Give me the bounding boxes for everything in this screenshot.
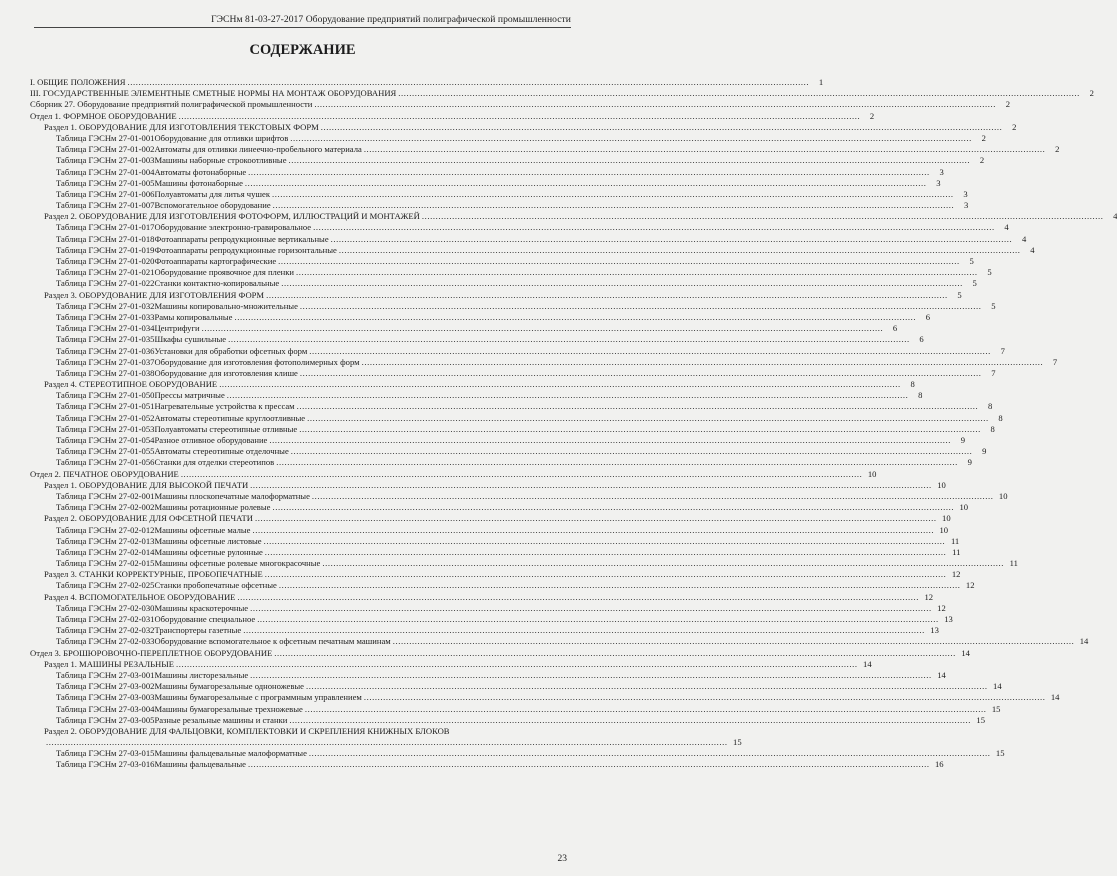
- toc-entry: [30, 658, 872, 670]
- toc-page-number: 3: [936, 177, 941, 188]
- toc-entry-title: Машины бумагорезальные одноножевые: [154, 681, 304, 692]
- toc-entry-title: Автоматы стереотипные круглоотливные: [154, 412, 306, 423]
- toc-entry: [30, 524, 949, 536]
- toc-entry: [30, 244, 1035, 256]
- dot-leader: [290, 133, 972, 144]
- toc-page-number: 15: [976, 714, 985, 725]
- toc-page-number: 11: [1009, 558, 1018, 569]
- dot-leader: [300, 368, 982, 379]
- dot-leader: [264, 536, 946, 547]
- toc-table-code: Таблица ГЭСНм 27-01-056: [56, 457, 155, 468]
- dot-leader: [296, 267, 978, 278]
- toc-page-number: 8: [910, 379, 915, 390]
- toc-page-number: 9: [967, 457, 972, 468]
- toc-entry-title: Машины офсетные ролевые многокрасочные: [154, 558, 321, 569]
- toc-page-number: 13: [944, 614, 953, 624]
- toc-table-code: Таблица ГЭСНм 27-01-018: [56, 233, 155, 244]
- toc-entry-title: Оборудование вспомогательное к офсетным печатным машинам: [154, 636, 391, 647]
- toc-page-number: 16: [934, 759, 944, 770]
- toc-table-code: Таблица ГЭСНм 27-01-022: [56, 278, 155, 289]
- toc-table-code: Таблица ГЭСНм 27-01-004: [56, 166, 155, 177]
- toc-entry: [30, 423, 995, 435]
- toc-entry-title: Фотоаппараты репродукционные вертикальные: [154, 233, 329, 244]
- dot-leader: [309, 748, 991, 759]
- toc-entry: [30, 435, 965, 446]
- dot-leader: [202, 323, 884, 334]
- dot-leader: [398, 88, 1080, 99]
- dot-leader: [181, 469, 863, 480]
- toc-page-number: 8: [987, 401, 993, 412]
- toc-table-code: Таблица ГЭСНм 27-02-025: [56, 580, 155, 591]
- toc-table-code: Таблица ГЭСНм 27-03-015: [56, 748, 155, 759]
- toc-page-number: 1: [818, 77, 824, 87]
- toc-entry-title: Раздел 3. ОБОРУДОВАНИЕ ДЛЯ ИЗГОТОВЛЕНИЯ ФОРМ: [44, 289, 265, 300]
- toc-page-number: 14: [863, 658, 872, 669]
- toc-entry-title: Фотоаппараты картографические: [154, 256, 277, 266]
- toc-table-code: Таблица ГЭСНм 27-01-007: [56, 200, 155, 211]
- toc-table-code: Таблица ГЭСНм 27-03-003: [56, 692, 155, 703]
- toc-entry: [30, 345, 1005, 357]
- dot-leader: [276, 457, 958, 468]
- toc-entry-title: Машины бумагорезальные трехножевые: [154, 703, 303, 714]
- toc-page-number: 15: [991, 703, 1001, 714]
- toc-entry-title: Отдел 1. ФОРМНОЕ ОБОРУДОВАНИЕ: [30, 110, 177, 121]
- toc-entry: [30, 188, 968, 200]
- toc-table-code: Таблица ГЭСНм 27-02-030: [56, 602, 155, 613]
- toc-entry-title: Фотоаппараты репродукционные горизонтальные: [154, 244, 337, 255]
- toc-page-number: 14: [1050, 692, 1060, 703]
- toc-table-code: Таблица ГЭСНм 27-01-051: [56, 401, 155, 412]
- toc-table-code: Таблица ГЭСНм 27-02-001: [56, 490, 155, 501]
- toc-entry: [30, 457, 972, 468]
- dot-leader: [255, 513, 937, 524]
- dot-leader: [312, 491, 994, 502]
- toc-entry-title: Оборудование для отливки шрифтов: [154, 132, 289, 143]
- toc-entry-title: Станки контактно-копировальные: [154, 278, 280, 289]
- page-title: СОДЕРЖАНИЕ: [249, 42, 356, 58]
- toc-page-number: 5: [972, 278, 977, 289]
- dot-leader: [281, 278, 963, 289]
- toc-entry: [30, 714, 985, 726]
- dot-leader: [362, 357, 1044, 368]
- toc-page-number: 10: [939, 524, 949, 535]
- toc-page-number: 15: [733, 737, 742, 748]
- toc-table-code: Таблица ГЭСНм 27-01-037: [56, 356, 155, 367]
- dot-leader: [248, 759, 930, 770]
- toc-page-number: 10: [998, 490, 1008, 501]
- toc-entry-title: Центрифуги: [154, 323, 200, 334]
- toc-page-number: 3: [963, 188, 968, 199]
- dot-leader: [422, 211, 1104, 222]
- dot-leader: [309, 346, 991, 357]
- toc-entry-title: Раздел 4. СТЕРЕОТИПНОЕ ОБОРУДОВАНИЕ: [44, 379, 218, 390]
- toc-page-number: 2: [979, 155, 985, 166]
- toc-page-number: 10: [942, 513, 951, 524]
- dot-leader: [46, 737, 728, 748]
- toc-entry: [30, 479, 946, 491]
- toc-entry: [30, 289, 962, 301]
- toc-table-code: Таблица ГЭСНм 27-01-054: [56, 435, 155, 445]
- dot-leader: [291, 446, 973, 457]
- toc-table-code: Таблица ГЭСНм 27-02-012: [56, 524, 155, 535]
- toc-entry: [30, 166, 944, 178]
- toc-page-number: 9: [982, 446, 987, 457]
- toc-table-code: Таблица ГЭСНм 27-01-021: [56, 267, 155, 278]
- dot-leader: [228, 334, 910, 345]
- toc-entry-title: Раздел 2. ОБОРУДОВАНИЕ ДЛЯ ОФСЕТНОЙ ПЕЧАТИ: [44, 513, 254, 524]
- toc-table-code: Таблица ГЭСНм 27-02-032: [56, 625, 155, 636]
- toc-table-code: Таблица ГЭСНм 27-03-001: [56, 669, 155, 680]
- toc-entry: [30, 256, 974, 267]
- dot-leader: [331, 234, 1013, 245]
- toc-entry-title: Оборудование для изготовления клише: [154, 367, 298, 378]
- dot-leader: [364, 692, 1046, 703]
- toc-table-code: Таблица ГЭСНм 27-03-004: [56, 703, 155, 714]
- toc-page-number: 3: [939, 166, 944, 177]
- toc-table-code: Таблица ГЭСНм 27-01-006: [56, 188, 155, 199]
- toc-page-number: 3: [963, 200, 969, 211]
- toc-entry: [30, 569, 961, 580]
- dot-leader: [250, 603, 932, 614]
- toc-entry: [30, 222, 1009, 233]
- toc-entry-title: III. ГОСУДАРСТВЕННЫЕ ЭЛЕМЕНТНЫЕ СМЕТНЫЕ НОРМЫ НА МОНТАЖ ОБОРУДОВАНИЯ: [30, 88, 397, 99]
- toc-entry: [30, 211, 1117, 222]
- toc-page-number: 2: [1055, 144, 1060, 155]
- toc-entry-title: Оборудование проявочное для пленки: [154, 267, 295, 278]
- toc-page-number: 4: [1021, 233, 1027, 244]
- toc-table-code: Таблица ГЭСНм 27-01-034: [56, 323, 155, 334]
- toc-table-code: Таблица ГЭСНм 27-01-005: [56, 177, 155, 188]
- toc-entry-title: Транспортеры газетные: [154, 625, 242, 636]
- toc-page-number: 2: [981, 132, 986, 143]
- toc-entry-title: Машины краскотерочные: [154, 602, 249, 613]
- toc-page-number: 5: [991, 300, 996, 311]
- toc-entry: [30, 311, 931, 323]
- toc-entry: [30, 367, 996, 379]
- toc-page-number: 4: [1004, 222, 1009, 233]
- toc-entry-title: Машины ротационные ролевые: [154, 502, 271, 513]
- toc-entry-title: Машины наборные строкоотливные: [154, 155, 287, 166]
- toc-page-number: 14: [937, 669, 946, 680]
- toc-entry: [30, 737, 742, 748]
- toc-page-number: 14: [961, 647, 970, 658]
- toc-page-number: 9: [960, 435, 965, 445]
- toc-table-code: Таблица ГЭСНм 27-02-014: [56, 546, 155, 557]
- toc-page-number: 2: [1005, 99, 1011, 110]
- dot-leader: [321, 122, 1003, 133]
- toc-page-number: 12: [965, 580, 975, 591]
- toc-page-number: 5: [969, 256, 974, 266]
- toc-page-number: 10: [937, 479, 946, 490]
- toc-entry-title: Машины фальцевальные: [154, 759, 246, 770]
- toc-entry-title: Сборник 27. Оборудование предприятий полиграфической промышленности: [30, 99, 313, 110]
- toc-entry-title: Раздел 1. ОБОРУДОВАНИЕ ДЛЯ ИЗГОТОВЛЕНИЯ ТЕКСТОВЫХ ФОРМ: [44, 121, 319, 132]
- toc-page-number: 7: [991, 367, 996, 378]
- dot-leader: [265, 547, 947, 558]
- toc-entry: [30, 502, 969, 513]
- dot-leader: [248, 167, 930, 178]
- toc-entry: [30, 412, 1003, 424]
- toc-table-code: Таблица ГЭСНм 27-02-015: [56, 558, 155, 569]
- toc-page-number: 12: [924, 591, 934, 602]
- toc-page-number: 5: [987, 267, 992, 278]
- toc-entry: [30, 490, 1008, 502]
- toc-table-code: Таблица ГЭСНм 27-01-017: [56, 222, 155, 233]
- toc-entry: [30, 446, 987, 457]
- toc-table-code: Таблица ГЭСНм 27-02-013: [56, 535, 155, 546]
- toc-entry: [30, 558, 1018, 569]
- dot-leader: [252, 525, 934, 536]
- toc-page-number: 8: [998, 412, 1003, 423]
- dot-leader: [300, 301, 982, 312]
- dot-leader: [127, 77, 809, 88]
- toc-entry: [30, 356, 1058, 368]
- toc-entry-title: Машины фотонаборные: [154, 177, 243, 188]
- toc-table-code: Таблица ГЭСНм 27-01-055: [56, 446, 155, 457]
- toc-entry-title: Раздел 2. ОБОРУДОВАНИЕ ДЛЯ ФАЛЬЦОВКИ, КОМПЛЕКТОВКИ И СКРЕПЛЕНИЯ КНИЖНЫХ БЛОКОВ: [44, 725, 450, 736]
- toc-entry: [30, 300, 996, 312]
- dot-leader: [227, 390, 909, 401]
- toc-entry: [30, 703, 1001, 715]
- toc-table-code: Таблица ГЭСНм 27-01-032: [56, 300, 155, 311]
- toc-entry-title: Станки пробопечатные офсетные: [154, 580, 277, 591]
- toc-page-number: 7: [1052, 356, 1058, 367]
- toc-entry: [30, 692, 1060, 703]
- toc-entry-title: I. ОБЩИЕ ПОЛОЖЕНИЯ: [30, 77, 126, 87]
- dot-leader: [306, 681, 988, 692]
- toc-entry: [30, 99, 1011, 110]
- toc-entry-title: Машины офсетные рулонные: [154, 546, 263, 557]
- dot-leader: [339, 245, 1021, 256]
- dot-leader: [234, 312, 916, 323]
- toc-entry-title: Установки для обработки офсетных форм: [154, 345, 308, 356]
- toc-entry-title: Шкафы сушильные: [154, 334, 227, 345]
- toc-entry: [30, 401, 993, 412]
- toc-page-number: 13: [930, 625, 939, 636]
- dot-leader: [245, 178, 927, 189]
- toc-entry: [30, 77, 824, 88]
- toc-entry: [30, 144, 1060, 155]
- toc-entry: [30, 748, 1005, 759]
- toc-entry: [30, 614, 953, 625]
- dot-leader: [314, 99, 996, 110]
- toc-page-number: 5: [957, 289, 962, 300]
- toc-entry-title: Станки для отделки стереотипов: [154, 457, 275, 468]
- toc-entry-title: Полуавтоматы стереотипные отливные: [154, 423, 298, 434]
- toc-entry: [30, 267, 992, 278]
- dot-leader: [278, 256, 960, 267]
- toc-table-code: Таблица ГЭСНм 27-01-038: [56, 367, 155, 378]
- toc-entry: [30, 468, 877, 480]
- toc-entry: [30, 647, 970, 659]
- toc-page-number: 2: [869, 110, 875, 121]
- toc-entry: [30, 155, 985, 166]
- dot-leader: [305, 704, 987, 715]
- toc-page-number: 6: [919, 334, 924, 345]
- toc-table-code: Таблица ГЭСНм 27-03-005: [56, 714, 155, 725]
- dot-leader: [322, 558, 1004, 569]
- dot-leader: [274, 648, 956, 659]
- toc-entry: [30, 759, 944, 770]
- toc-page-number: 14: [993, 681, 1002, 692]
- dot-leader: [179, 111, 861, 122]
- dot-leader: [250, 480, 932, 491]
- toc-table-code: Таблица ГЭСНм 27-01-035: [56, 334, 155, 345]
- dot-leader: [279, 580, 961, 591]
- dot-leader: [313, 222, 995, 233]
- toc-entry-title: Разное отливное оборудование: [154, 435, 268, 445]
- toc-entry-title: Оборудование специальное: [154, 614, 256, 624]
- toc-entry: [30, 110, 875, 122]
- toc-entry: [30, 121, 1017, 133]
- toc-entry-title: Машины плоскопечатные малоформатные: [154, 490, 310, 501]
- toc-page-number: 11: [950, 535, 960, 546]
- toc-entry: [30, 602, 946, 614]
- toc-page-number: 7: [1000, 345, 1005, 356]
- dot-leader: [265, 569, 947, 580]
- toc-table-code: Таблица ГЭСНм 27-01-002: [56, 144, 155, 155]
- toc-page-number: 4: [1113, 211, 1117, 222]
- toc-entry: [30, 591, 934, 603]
- dot-leader: [289, 715, 971, 726]
- toc-entry-title: Отдел 2. ПЕЧАТНОЕ ОБОРУДОВАНИЕ: [30, 468, 179, 479]
- toc-entry-title: Полуавтоматы для литья чушек: [154, 188, 271, 199]
- toc-page-number: 15: [995, 748, 1005, 759]
- toc-entry: [30, 513, 951, 524]
- toc-entry-title: Машины офсетные листовые: [154, 535, 262, 546]
- toc-entry: [30, 625, 939, 636]
- toc-entry-title: Нагревательные устройства к прессам: [154, 401, 295, 412]
- toc-page-number: 12: [937, 602, 946, 613]
- toc-entry-title: Автоматы стереотипные отделочные: [154, 446, 289, 457]
- dot-leader: [237, 592, 919, 603]
- toc-entry-title: Раздел 4. ВСПОМОГАТЕЛЬНОЕ ОБОРУДОВАНИЕ: [44, 591, 236, 602]
- dot-leader: [393, 636, 1075, 647]
- toc-table-code: Таблица ГЭСНм 27-01-033: [56, 311, 155, 322]
- dot-leader: [269, 435, 951, 446]
- toc-page-number: 6: [892, 323, 898, 334]
- toc-table-code: Таблица ГЭСНм 27-02-033: [56, 636, 155, 647]
- dot-leader: [176, 659, 858, 670]
- toc-entry-title: Раздел 1. ОБОРУДОВАНИЕ ДЛЯ ВЫСОКОЙ ПЕЧАТИ: [44, 479, 249, 490]
- toc-entry-title: Отдел 3. БРОШЮРОВОЧНО-ПЕРЕПЛЕТНОЕ ОБОРУДОВАНИЕ: [30, 647, 273, 658]
- toc-entry-title: Машины офсетные малые: [154, 524, 251, 535]
- toc-entry: [30, 379, 915, 390]
- toc-page-number: 11: [952, 546, 961, 557]
- toc-entry: [30, 88, 1094, 99]
- dot-leader: [289, 155, 971, 166]
- toc-entry-title: Оборудование для изготовления фотополимерных форм: [154, 356, 360, 367]
- dot-leader: [273, 200, 955, 211]
- toc-entry-title: Вспомогательное оборудование: [154, 200, 271, 211]
- toc-page-number: 10: [867, 468, 877, 479]
- toc-entry-title: Машины копировально-множительные: [154, 300, 298, 311]
- toc-entry: [30, 177, 941, 189]
- toc-entry: [30, 726, 571, 737]
- toc-page-number: 2: [1089, 88, 1094, 99]
- toc-entry: [30, 132, 986, 144]
- toc-entry: [30, 546, 961, 558]
- toc-table-code: Таблица ГЭСНм 27-02-002: [56, 502, 155, 513]
- toc-entry-title: Автоматы для отливки линеечно-пробельного материала: [154, 144, 362, 155]
- dot-leader: [299, 424, 981, 435]
- toc-entry-title: Раздел 2. ОБОРУДОВАНИЕ ДЛЯ ИЗГОТОВЛЕНИЯ ФОТОФОРМ, ИЛЛЮСТРАЦИЙ И МОНТАЖЕЙ: [44, 211, 420, 222]
- toc-table-code: Таблица ГЭСНм 27-01-052: [56, 412, 155, 423]
- toc-entry: [30, 669, 946, 681]
- page-number: 23: [557, 854, 567, 864]
- dot-leader: [272, 189, 954, 200]
- toc-entry: [30, 233, 1027, 245]
- toc-table-code: Таблица ГЭСНм 27-03-002: [56, 681, 155, 692]
- toc-entry-title: Автоматы фотонаборные: [154, 166, 247, 177]
- toc-entry-title: Машины фальцевальные малоформатные: [154, 748, 307, 759]
- toc-page-number: 2: [1012, 121, 1017, 132]
- toc-page-number: 6: [925, 311, 931, 322]
- toc-entry: [30, 681, 1002, 692]
- toc-table-code: Таблица ГЭСНм 27-01-050: [56, 390, 155, 401]
- toc-page-number: 12: [951, 569, 961, 580]
- toc-page-number: 14: [1079, 636, 1089, 647]
- dot-leader: [364, 144, 1046, 155]
- dot-leader: [219, 379, 901, 390]
- toc-entry-title: Раздел 3. СТАНКИ КОРРЕКТУРНЫЕ, ПРОБОПЕЧАТНЫЕ: [44, 569, 263, 580]
- toc-entry: [30, 636, 1089, 647]
- toc-table-code: Таблица ГЭСНм 27-01-020: [56, 256, 155, 266]
- toc-page-number: 10: [959, 502, 969, 513]
- dot-leader: [250, 670, 932, 681]
- toc-entry-title: Раздел 1. МАШИНЫ РЕЗАЛЬНЫЕ: [44, 658, 174, 669]
- toc-entry-title: Прессы матричные: [154, 390, 225, 401]
- toc-table-code: Таблица ГЭСНм 27-01-053: [56, 423, 155, 434]
- toc-entry: [30, 278, 977, 289]
- toc-entry-title: Оборудование электронно-гравировальное: [154, 222, 312, 233]
- toc-entry-title: Машины листорезальные: [154, 669, 249, 680]
- toc-entry: [30, 390, 923, 401]
- toc-table-code: Таблица ГЭСНм 27-01-019: [56, 244, 155, 255]
- dot-leader: [257, 614, 939, 625]
- toc-entry: [30, 323, 898, 334]
- dot-leader: [297, 401, 979, 412]
- toc-entry: [30, 200, 969, 211]
- toc-entry-title: Разные резальные машины и станки: [154, 714, 288, 725]
- toc-entry-title: Машины бумагорезальные с программным управлением: [154, 692, 362, 703]
- toc-table-code: Таблица ГЭСНм 27-01-036: [56, 345, 155, 356]
- dot-leader: [272, 502, 954, 513]
- running-header: ГЭСНм 81-03-27-2017 Оборудование предприятий полиграфической промышленности: [34, 14, 571, 28]
- toc-entry: [30, 580, 975, 591]
- table-of-contents: [30, 77, 1117, 771]
- dot-leader: [266, 290, 948, 301]
- dot-leader: [307, 413, 989, 424]
- toc-entry: [30, 535, 960, 547]
- dot-leader: [243, 625, 925, 636]
- toc-table-code: Таблица ГЭСНм 27-01-001: [56, 132, 155, 143]
- toc-table-code: Таблица ГЭСНм 27-03-016: [56, 759, 155, 770]
- toc-page-number: 8: [918, 390, 923, 401]
- toc-entry-title: Рамы копировальные: [154, 311, 233, 322]
- toc-page-number: 8: [990, 423, 995, 434]
- toc-table-code: Таблица ГЭСНм 27-01-003: [56, 155, 155, 166]
- toc-table-code: Таблица ГЭСНм 27-02-031: [56, 614, 155, 624]
- toc-page-number: 4: [1030, 244, 1035, 255]
- toc-entry: [30, 334, 924, 345]
